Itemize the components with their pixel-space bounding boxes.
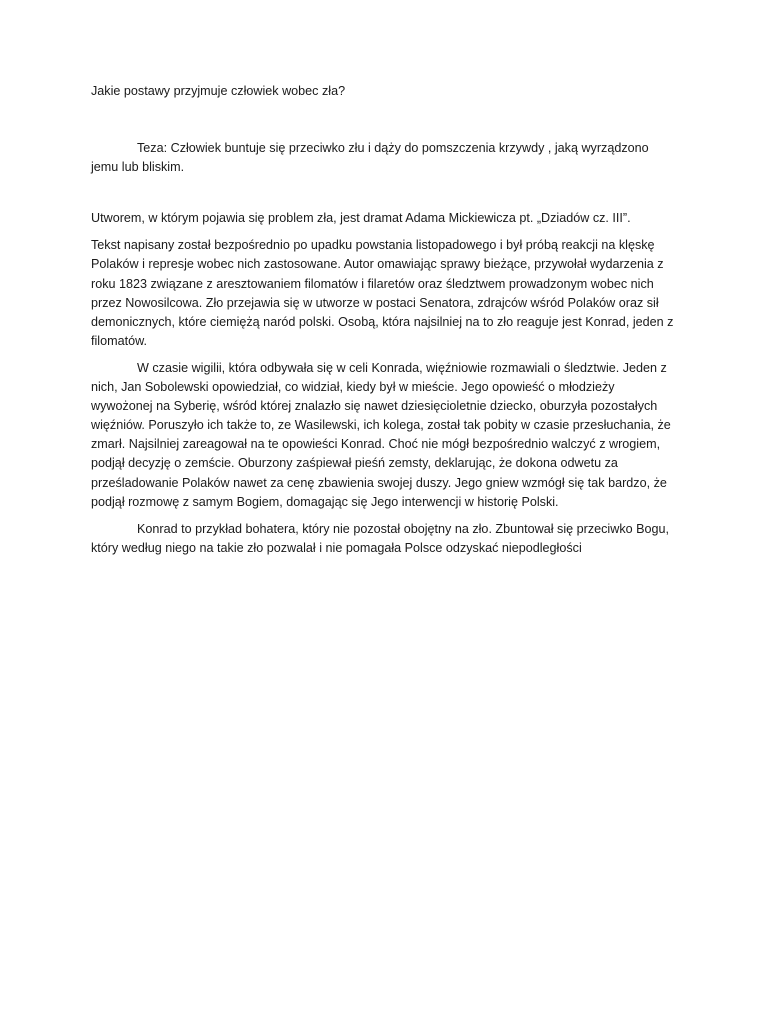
essay-paragraph-context: Tekst napisany został bezpośrednio po upadku powstania listopadowego i był próbą reakcji na klęskę Polaków i represje wobec nich zastosowane. Autor omawiając sprawy bieżące, przywołał wydarzenia z roku 1823 związane z aresztowaniem filomatów i filaretów oraz śledztwem prowadzonym wobec nich przez Nowosilcowa. Zło przejawia się w utworze w postaci Senatora, zdrajców wśród Polaków oraz sił demonicznych, które ciemiężą naród polski. Osobą, która najsilniej na to zło reaguje jest Konrad, jeden z filomatów. [91,238,674,348]
essay-intro: Utworem, w którym pojawia się problem zła, jest dramat Adama Mickiewicza pt. „Dziadów cz. III”. [91,211,631,226]
document-body [91,82,677,558]
essay-thesis: Teza: Człowiek buntuje się przeciwko złu i dąży do pomszczenia krzywdy , jaką wyrządzono jemu lub bliskim. [91,141,649,175]
essay-paragraph-konrad: Konrad to przykład bohatera, który nie pozostał obojętny na zło. Zbuntował się przeciwko Bogu, który według niego na takie zło pozwalał i nie pomagała Polsce odzyskać niepodległości [91,521,670,555]
essay-question: Jakie postawy przyjmuje człowiek wobec zła? [91,84,346,98]
essay-paragraph-wigilia: W czasie wigilii, która odbywała się w celi Konrada, więźniowie rozmawiali o śledztwie. Jeden z nich, Jan Sobolewski opowiedział, co widział, kiedy był w mieście. Jego opowieść o młodzieży wywożonej na Syberię, wśród której znalazło się nawet dziesięcioletnie dziecko, oburzyła pozostałych więźniów. Poruszyło ich także to, ze Wasilewski, ich kolega, został tak pobity w czasie przesłuchania, że zmarł. Najsilniej zareagował na te opowieści Konrad. Choć nie mógł bezpośrednio walczyć z wrogiem, podjął decyzję o zemście. Oburzony zaśpiewał pieśń zemsty, deklarując, że dokona odwetu za prześladowanie Polaków nawet za cenę zbawienia swojej duszy. Jego gniew wzmógł się tak bardzo, że podjął rozmowę z samym Bogiem, domagając się Jego interwencji w historię Polski. [91,360,671,509]
